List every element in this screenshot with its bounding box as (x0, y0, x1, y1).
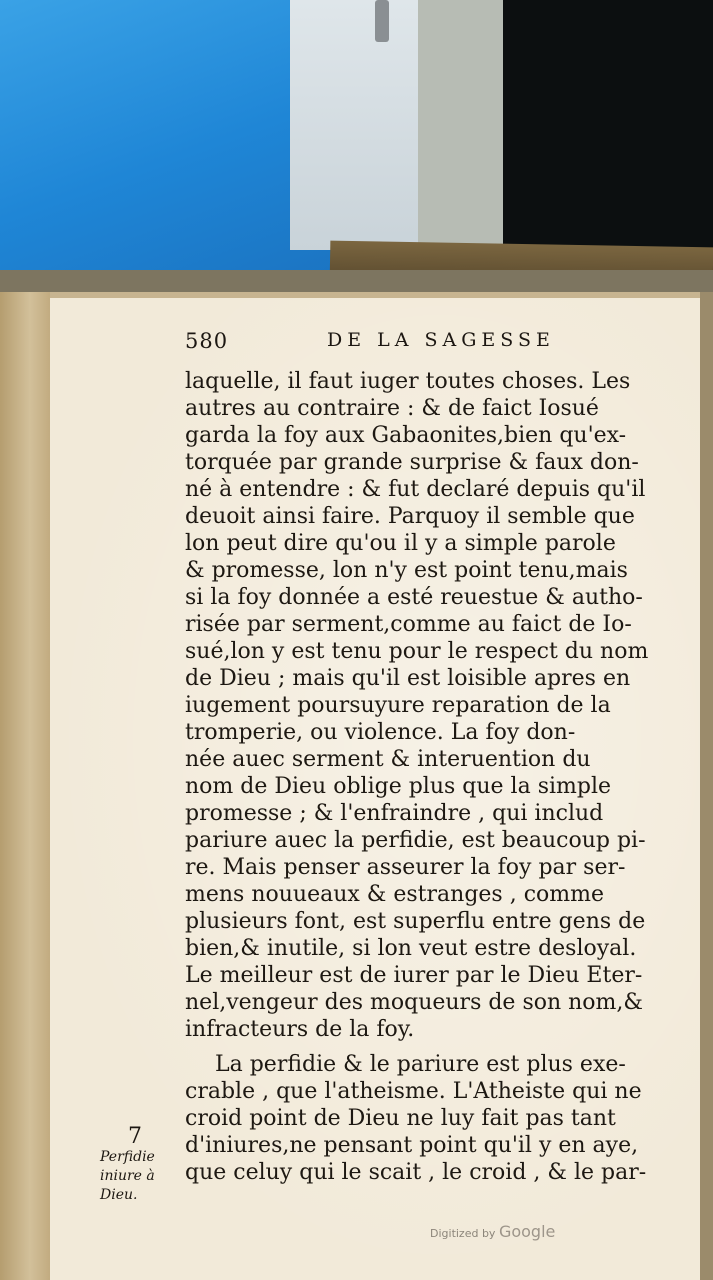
text-line: mens nouueaux & estranges , comme (185, 882, 604, 907)
page-fore-edge (700, 292, 713, 1280)
margin-note-line: iniure à (100, 1168, 155, 1184)
text-line: né à entendre : & fut declaré depuis qu'il (185, 477, 646, 502)
text-line: La perfidie & le pariure est plus exe- (215, 1052, 626, 1077)
text-line: crable , que l'atheisme. L'Atheiste qui ne (185, 1079, 642, 1104)
text-line: plusieurs font, est superflu entre gens de (185, 909, 646, 934)
paper-sheet (290, 0, 425, 250)
page-header (185, 327, 615, 361)
text-line: d'iniures,ne pensant point qu'il y en aye, (185, 1133, 639, 1158)
text-line: de Dieu ; mais qu'il est loisible apres en (185, 666, 631, 691)
margin-note-line: Perfidie (100, 1149, 155, 1165)
text-line: risée par serment,comme au faict de Io- (185, 612, 632, 637)
text-line: bien,& inutile, si lon veut estre desloyal. (185, 936, 637, 961)
text-line: née auec serment & interuention du (185, 747, 591, 772)
text-line: nel,vengeur des moqueurs de son nom,& (185, 990, 643, 1015)
running-head: DE LA SAGESSE (327, 329, 555, 351)
google-logo: Google (498, 1222, 556, 1241)
margin-note-line: Dieu. (100, 1187, 138, 1203)
text-line: nom de Dieu oblige plus que la simple (185, 774, 612, 799)
text-line: si la foy donnée a esté reuestue & autho- (185, 585, 643, 610)
text-line: re. Mais penser asseurer la foy par ser- (185, 855, 626, 880)
text-line: deuoit ainsi faire. Parquoy il semble que (185, 504, 635, 529)
margin-note (100, 1124, 184, 1205)
text-line: que celuy qui le scait , le croid , & le par- (185, 1160, 647, 1185)
paper-clip (375, 0, 389, 42)
text-body (185, 368, 670, 1186)
text-line: Le meilleur est de iurer par le Dieu Eter- (185, 963, 643, 988)
text-line: infracteurs de la foy. (185, 1017, 415, 1042)
text-line: laquelle, il faut iuger toutes choses. Les (185, 369, 631, 394)
text-line: autres au contraire : & de faict Iosué (185, 396, 599, 421)
dark-background (503, 0, 713, 255)
text-line: pariure auec la perfidie, est beaucoup pi- (185, 828, 646, 853)
text-line: iugement poursuyure reparation de la (185, 693, 611, 718)
text-line: garda la foy aux Gabaonites,bien qu'ex- (185, 423, 627, 448)
margin-note-number: 7 (128, 1124, 142, 1149)
text-line: tromperie, ou violence. La foy don- (185, 720, 576, 745)
page-number: 580 (185, 329, 229, 353)
gray-panel (418, 0, 503, 250)
text-line: promesse ; & l'enfraindre , qui includ (185, 801, 604, 826)
blue-cloth (0, 0, 335, 278)
text-line: lon peut dire qu'ou il y a simple parole (185, 531, 616, 556)
watermark-prefix: Digitized by (430, 1227, 496, 1240)
text-line: croid point de Dieu ne luy fait pas tant (185, 1106, 616, 1131)
page-gutter (0, 292, 50, 1280)
text-line: sué,lon y est tenu pour le respect du nom (185, 639, 649, 664)
text-line: torquée par grande surprise & faux don- (185, 450, 639, 475)
text-line: & promesse, lon n'y est point tenu,mais (185, 558, 628, 583)
digitization-watermark (430, 1222, 555, 1241)
